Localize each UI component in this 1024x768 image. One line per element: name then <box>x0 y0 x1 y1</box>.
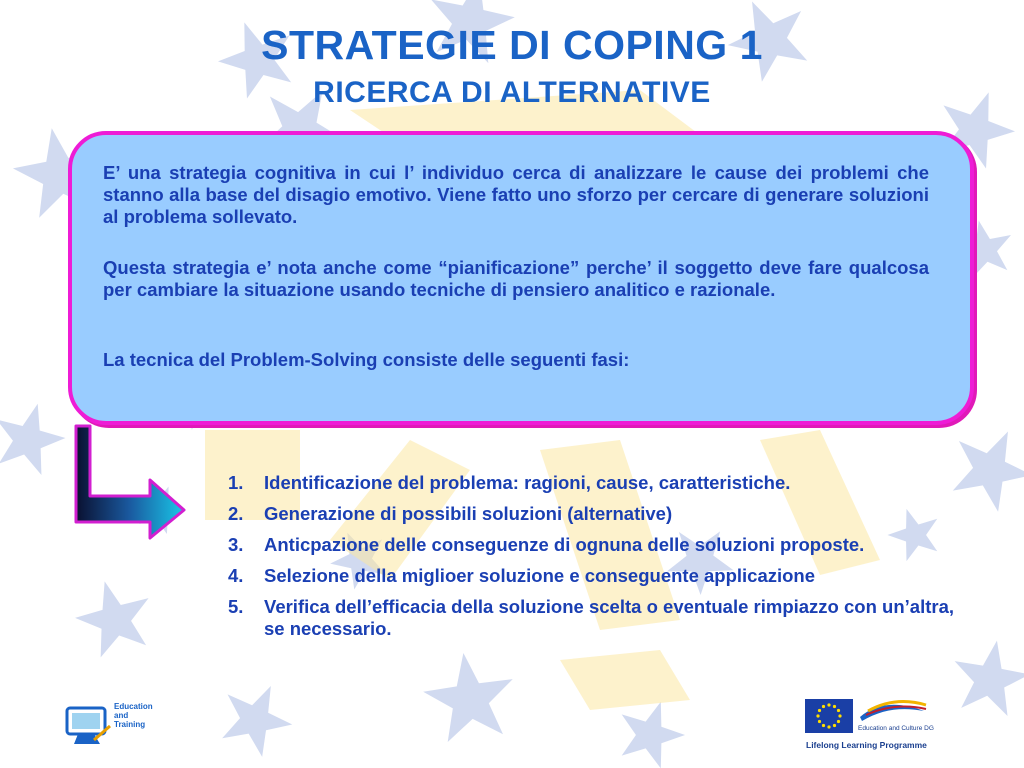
description-box <box>68 131 974 425</box>
description-paragraph-2: Questa strategia e’ nota anche come “pianificazione” perche’ il soggetto deve fare qualcosa per cambiare la situazione usando tecniche di pensiero analitico e razionale. <box>103 257 929 300</box>
page-subtitle: RICERCA DI ALTERNATIVE <box>313 76 711 109</box>
bent-arrow-icon <box>72 424 192 540</box>
step-number: 5. <box>228 596 244 617</box>
step-text: Identificazione del problema: ragioni, cause, caratteristiche. <box>264 472 791 493</box>
education-culture-swoosh-icon <box>858 697 928 723</box>
step-number: 3. <box>228 534 244 555</box>
step-text: Verifica dell’efficacia della soluzione scelta o eventuale rimpiazzo con un’altra, se necessario. <box>264 596 954 639</box>
list-item <box>228 534 954 556</box>
step-text: Generazione di possibili soluzioni (alternative) <box>264 503 673 524</box>
education-culture-dg-label: Education and Culture DG <box>858 725 934 732</box>
step-text: Selezione della miglioer soluzione e conseguente applicazione <box>264 565 816 586</box>
steps-list <box>228 472 954 649</box>
description-paragraph-3: La tecnica del Problem-Solving consiste delle seguenti fasi: <box>103 349 630 370</box>
lifelong-learning-programme-label: Lifelong Learning Programme <box>806 740 927 750</box>
step-number: 4. <box>228 565 244 586</box>
step-number: 1. <box>228 472 244 493</box>
list-item <box>228 472 954 494</box>
education-training-logo-text: Education and Training <box>114 702 153 729</box>
step-number: 2. <box>228 503 244 524</box>
eu-flag-icon <box>805 699 853 733</box>
list-item <box>228 596 954 640</box>
list-item <box>228 503 954 525</box>
list-item <box>228 565 954 587</box>
step-text: Anticpazione delle conseguenze di ognuna delle soluzioni proposte. <box>264 534 865 555</box>
computer-icon <box>64 700 114 750</box>
page-title: STRATEGIE DI COPING 1 <box>261 22 763 68</box>
description-paragraph-1: E’ una strategia cognitiva in cui l’ individuo cerca di analizzare le cause dei problemi che stanno alla base del disagio emotivo. Viene fatto uno sforzo per cercare di generare soluzioni al problema sollevato. <box>103 162 929 227</box>
